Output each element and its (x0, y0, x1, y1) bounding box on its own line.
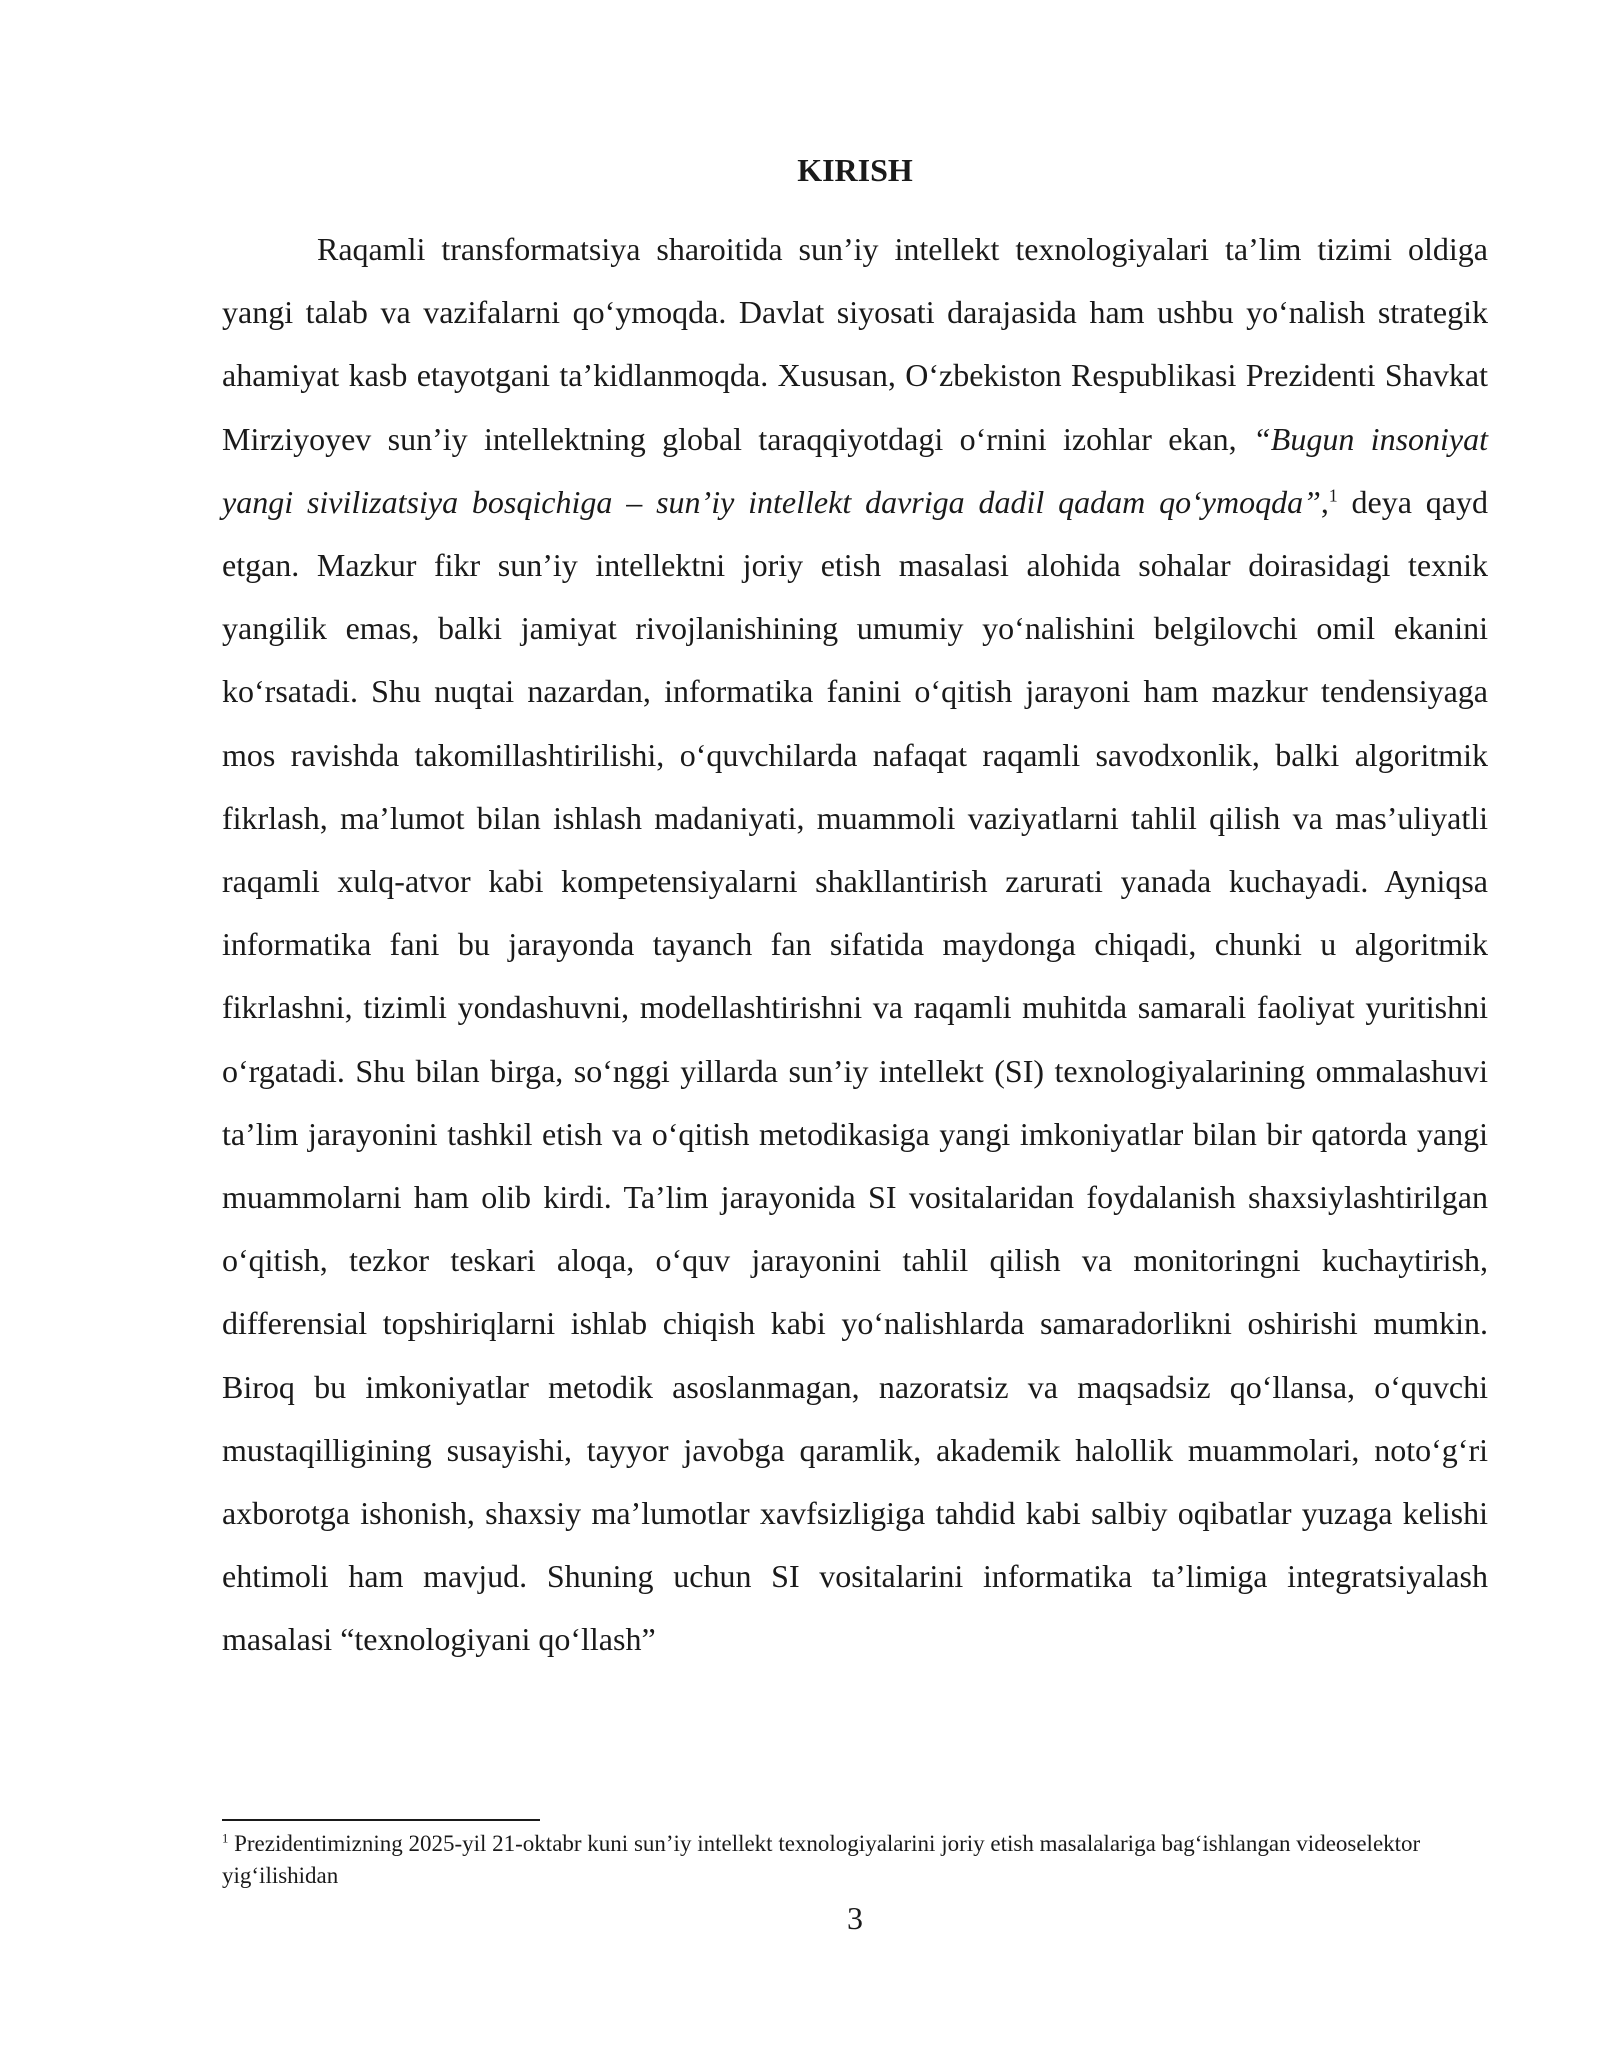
footnote-text: Prezidentimizning 2025-yil 21-oktabr kuni sun’iy intellekt texnologiyalarini joriy etish masalalariga bag‘ishlangan videoselektor yig‘ilishidan (222, 1831, 1421, 1888)
quote-comma: , (1320, 483, 1329, 520)
footnote (222, 1828, 1488, 1892)
footnote-number: 1 (222, 1831, 229, 1846)
footnote-separator (222, 1819, 540, 1821)
page-number: 3 (847, 1900, 863, 1936)
footnote-reference[interactable]: 1 (1328, 485, 1338, 506)
president-quote: “Bugun insoniyat yangi sivilizatsiya bosqichiga – sun’iy intellekt davriga dadil qadam qo‘ymoqda” (222, 420, 1489, 520)
body-paragraph (222, 218, 1488, 1672)
paragraph-text-part1: Raqamli transformatsiya sharoitida sun’iy intellekt texnologiyalari ta’lim tizimi oldiga yangi talab va vazifalarni qo‘ymoqda. Davlat siyosati darajasida ham ushbu yo‘nalish strategik ahamiyat kasb etayotgani ta’kidlanmoqda. Xususan, O‘zbekiston Respublikasi Prezidenti Shavkat Mirziyoyev sun’iy intellektning global taraqqiyotdagi o‘rnini izohlar ekan, (222, 231, 1488, 457)
paragraph-text-part2: deya qayd etgan. Mazkur fikr sun’iy intellektni joriy etish masalasi alohida sohalar doirasidagi texnik yangilik emas, balki jamiyat rivojlanishining umumiy yo‘nalishini belgilovchi omil ekanini ko‘rsatadi. Shu nuqtai nazardan, informatika fanini o‘qitish jarayoni ham mazkur tendensiyaga mos ravishda takomillashtirilishi, o‘quvchilarda nafaqat raqamli savodxonlik, balki algoritmik fikrlash, ma’lumot bilan ishlash madaniyati, muammoli vaziyatlarni tahlil qilish va mas’uliyatli raqamli xulq-atvor kabi kompetensiyalarni shakllantirish zarurati yanada kuchayadi. Ayniqsa informatika fani bu jarayonda tayanch fan sifatida maydonga chiqadi, chunki u algoritmik fikrlashni, tizimli yondashuvni, modellashtirishni va raqamli muhitda samarali faoliyat yuritishni o‘rgatadi. Shu bilan birga, so‘nggi yillarda sun’iy intellekt (SI) texnologiyalarining ommalashuvi ta’lim jarayonini tashkil etish va o‘qitish metodikasiga yangi imkoniyatlar bilan bir qatorda yangi muammolarni ham olib kirdi. Ta’lim jarayonida SI vositalaridan foydalanish shaxsiylashtirilgan o‘qitish, tezkor teskari aloqa, o‘quv jarayonini tahlil qilish va monitoringni kuchaytirish, differensial topshiriqlarni ishlab chiqish kabi yo‘nalishlarda samaradorlikni oshirishi mumkin. Biroq bu imkoniyatlar metodik asoslanmagan, nazoratsiz va maqsadsiz qo‘llansa, o‘quvchi mustaqilligining susayishi, tayyor javobga qaramlik, akademik halollik muammolari, noto‘g‘ri axborotga ishonish, shaxsiy ma’lumotlar xavfsizligiga tahdid kabi salbiy oqibatlar yuzaga kelishi ehtimoli ham mavjud. Shuning uchun SI vositalarini informatika ta’limiga integratsiyalash masalasi “texnologiyani qo‘llash” (222, 483, 1489, 1658)
section-heading: KIRISH (797, 152, 913, 188)
